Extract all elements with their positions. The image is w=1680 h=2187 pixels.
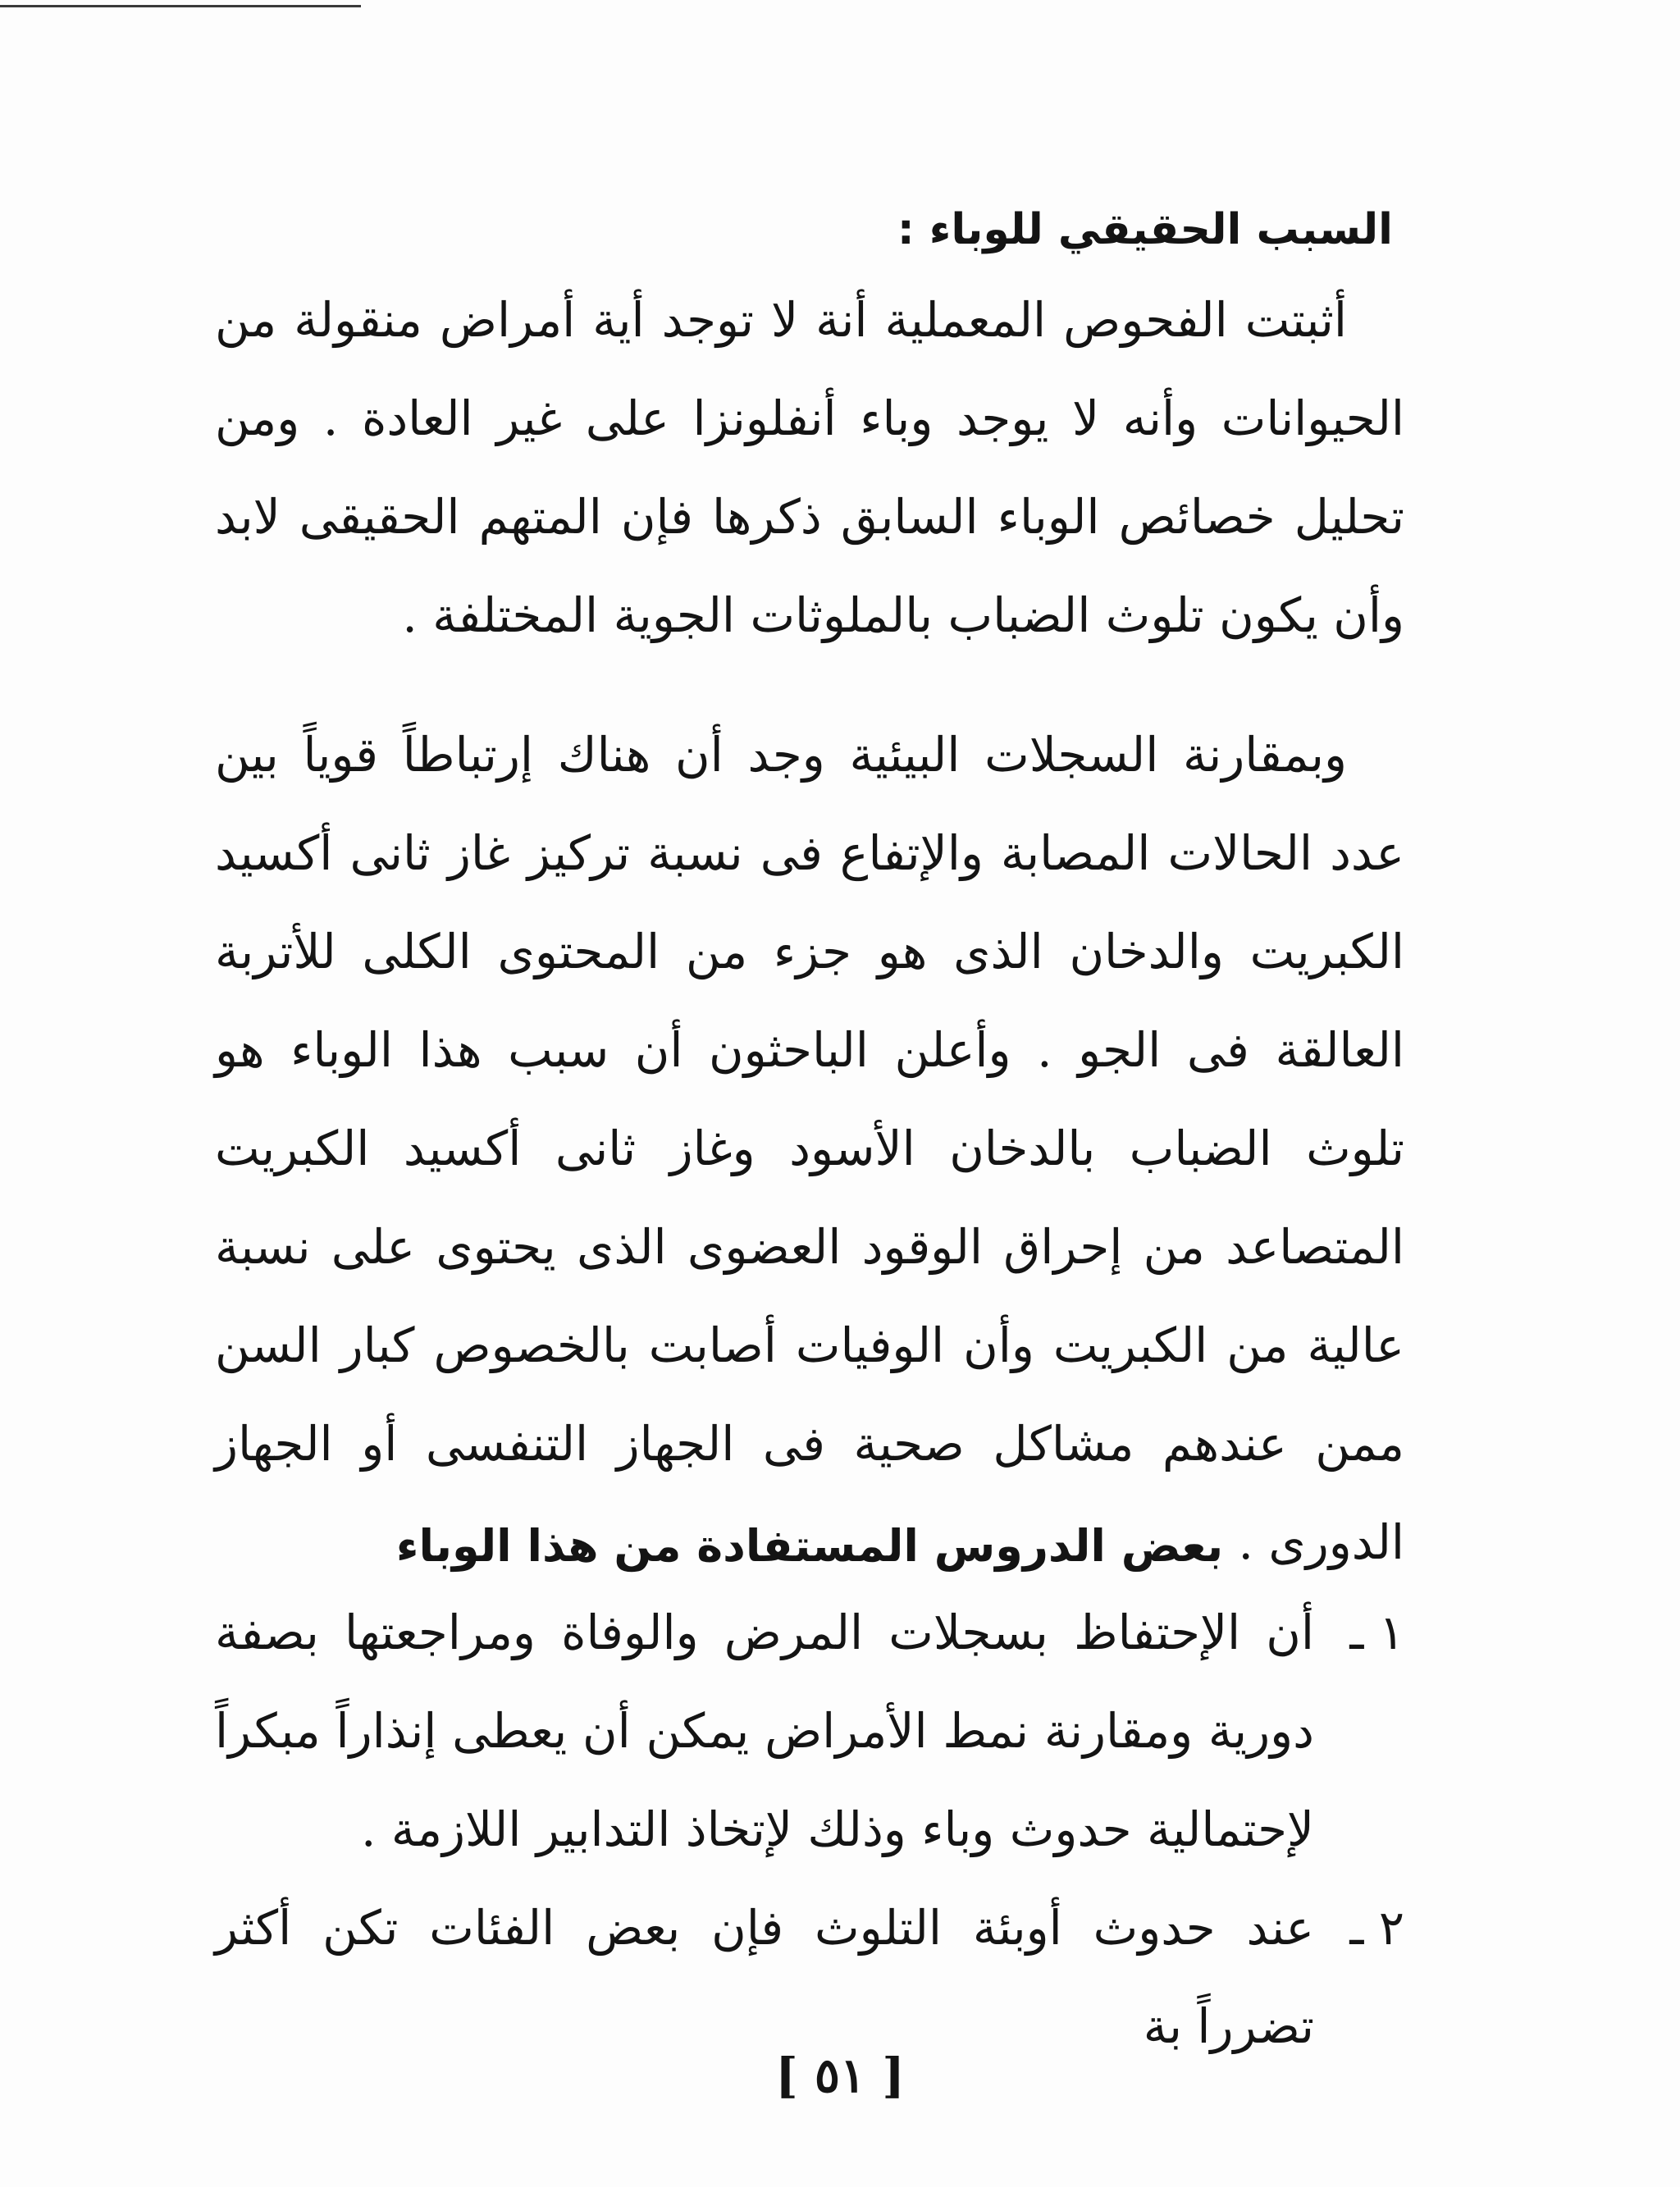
list-item-text: أن الإحتفاظ بسجلات المرض والوفاة ومراجعتها بصفة دورية ومقارنة نمط الأمراض يمكن أن يعطى إنذاراً مبكراً لإحتمالية حدوث وباء وذلك لإتخاذ التدابير اللازمة . [215, 1605, 1314, 1857]
list-item [215, 1583, 1404, 1879]
lessons-title: بعض الدروس المستفادة من هذا الوباء [395, 1520, 1224, 1572]
page-number: [ ٥١ ] [775, 2048, 905, 2103]
paragraph-2-text: وبمقارنة السجلات البيئية وجد أن هناك إرتباطاً قوياً بين عدد الحالات المصابة والإتفاع فى نسبة تركيز غاز ثانى أكسيد الكبريت والدخان الذى هو جزء من المحتوى الكلى للأتربة العالقة فى الجو . وأعلن الباحثون أن سبب هذا الوباء هو تلوث الضباب بالدخان الأسود وغاز ثانى أكسيد الكبريت المتصاعد من إحراق الوقود العضوى الذى يحتوى على نسبة عالية من الكبريت وأن الوفيات أصابت بالخصوص كبار السن ممن عندهم مشاكل صحية فى الجهاز التنفسى أو الجهاز الدورى . [215, 727, 1404, 1570]
paragraph-1 [215, 271, 1404, 664]
list-item-number: ٢ ـ [1349, 1900, 1404, 1956]
paragraph-1-text: أثبتت الفحوص المعملية أنة لا توجد أية أمراض منقولة من الحيوانات وأنه لا يوجد وباء أنفلونزا على غير العادة . ومن تحليل خصائص الوباء السابق ذكرها فإن المتهم الحقيقى لابد وأن يكون تلوث الضباب بالملوثات الجوية المختلفة . [215, 292, 1404, 643]
top-rule [0, 5, 361, 7]
list-item-number: ١ ـ [1349, 1605, 1404, 1660]
paragraph-2 [215, 705, 1404, 1591]
list-item-text: عند حدوث أوبئة التلوث فإن بعض الفئات تكن أكثر تضرراً بة [215, 1900, 1314, 2054]
lessons-list [215, 1583, 1404, 2075]
section-heading: السبب الحقيقي للوباء : [897, 205, 1393, 254]
